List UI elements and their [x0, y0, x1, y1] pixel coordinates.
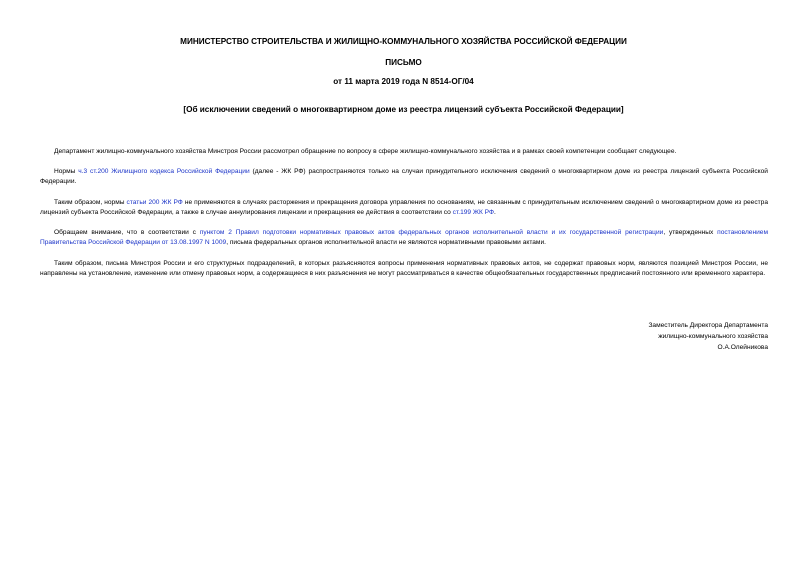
paragraph-3-text-3: . [494, 209, 496, 216]
paragraph-1 [40, 147, 768, 157]
paragraph-5-text: Таким образом, письма Минстроя России и его структурных подразделений, в которых разъясняются вопросы применения нормативных правовых актов, не содержат правовых норм, являются позицией Минстроя России, не направлены на установление, изменение или отмену правовых норм, а содержащиеся в них разъяснения не могут рассматриваться в качестве общеобязательных государственных предписаний постоянного или временного характера. [40, 260, 768, 277]
paragraph-3-text-1: Таким образом, нормы [54, 199, 127, 206]
signature-position: Заместитель Директора Департамента [648, 322, 768, 329]
link-housing-code-art-199[interactable]: ст.199 ЖК РФ [452, 209, 495, 216]
link-housing-code-art-200[interactable]: статьи 200 ЖК РФ [126, 199, 183, 206]
document-subject: [Об исключении сведений о многоквартирном доме из реестра лицензий субъекта Российской Федерации] [183, 105, 624, 114]
paragraph-3 [40, 198, 768, 218]
paragraph-2-text-1: Нормы [54, 168, 79, 175]
paragraph-4-text-1: Обращаем внимание, что в соответствии с [54, 229, 200, 236]
signature-block [648, 320, 768, 353]
paragraph-1-text: Департамент жилищно-коммунального хозяйства Минстроя России рассмотрел обращение по вопросу в сфере жилищно-коммунального хозяйства и в рамках своей компетенции сообщает следующее. [54, 148, 677, 155]
document-date-number: от 11 марта 2019 года N 8514-ОГ/04 [333, 77, 474, 86]
link-housing-code-art-200-part-3[interactable]: ч.3 ст.200 Жилищного кодекса Российской Федерации [78, 168, 250, 175]
paragraph-4-text-2: , утвержденных [663, 229, 718, 236]
signature-department: жилищно-коммунального хозяйства [658, 333, 768, 340]
paragraph-4 [40, 228, 768, 248]
paragraph-3-text-2: не применяются в случаях расторжения и прекращения договора управления по основаниям, не связанным с принудительным исключением сведений о многоквартирном доме из реестра лицензий субъекта Российской Федерации, а также в случае аннулирования лицензии и прекращения ее действия в соответствии со [40, 199, 769, 216]
signature-name: О.А.Олейникова [717, 344, 768, 351]
link-government-resolution-1009[interactable]: постановлением Правительства Российской Федерации от 13.08.1997 N 1009 [40, 229, 768, 246]
document-type-heading: ПИСЬМО [385, 58, 422, 67]
paragraph-5 [40, 259, 768, 279]
paragraph-2-text-2: (далее - ЖК РФ) распространяются только на случаи принудительного исключения сведений о многоквартирном доме из реестра лицензий субъекта Российской Федерации. [40, 168, 768, 185]
paragraph-2 [40, 167, 768, 187]
paragraph-4-text-3: , письма федеральных органов исполнительной власти не являются нормативными правовыми актами. [226, 239, 546, 246]
ministry-heading: МИНИСТЕРСТВО СТРОИТЕЛЬСТВА И ЖИЛИЩНО-КОММУНАЛЬНОГО ХОЗЯЙСТВА РОССИЙСКОЙ ФЕДЕРАЦИИ [180, 37, 627, 46]
link-rules-point-2[interactable]: пунктом 2 Правил подготовки нормативных правовых актов федеральных органов исполнительной власти и их государственной регистрации [199, 229, 664, 236]
